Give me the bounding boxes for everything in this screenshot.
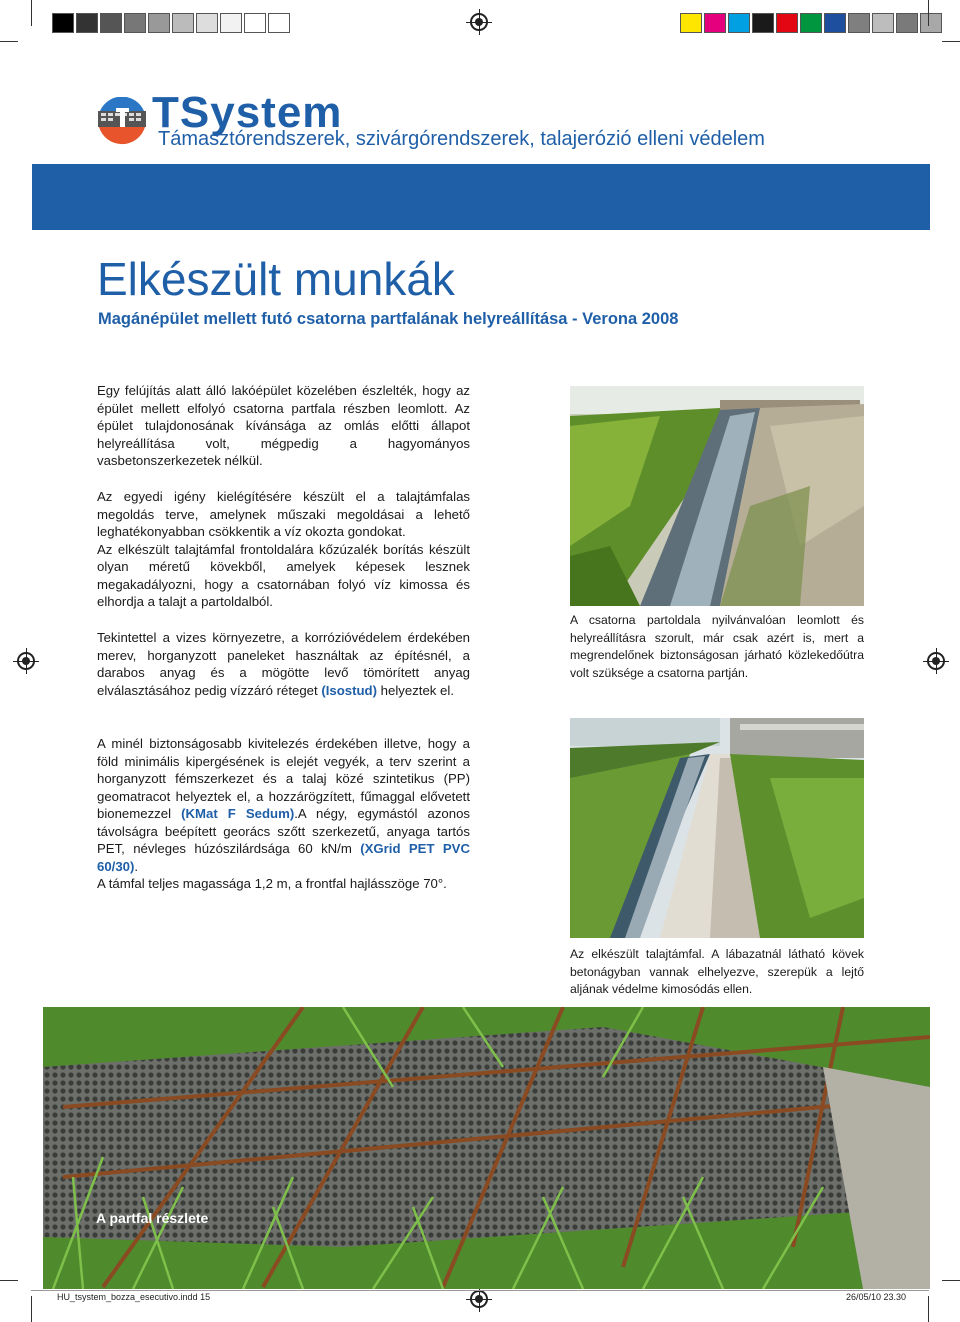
color-swatch: [776, 13, 798, 33]
paragraph-2: Az egyedi igény kielégítésére készült el a talajtámfalas megoldás terve, amelynek műszaki megoldásai a lehető leghatékonyabban csökkentik a víz okozta gondokat.: [97, 489, 470, 539]
color-swatch: [872, 13, 894, 33]
paragraph-6: A támfal teljes magassága 1,2 m, a frontfal hajlásszöge 70°.: [97, 876, 447, 891]
cmyk-color-bar: [680, 13, 944, 33]
gray-swatch: [76, 13, 98, 33]
crop-mark: [928, 0, 929, 26]
crop-mark: [0, 41, 18, 42]
paragraph-solution: [97, 488, 470, 611]
registration-mark-right: [927, 652, 945, 670]
registration-mark-bottom: [470, 1290, 488, 1308]
gray-swatch: [220, 13, 242, 33]
color-swatch: [680, 13, 702, 33]
page-subtitle: Magánépület mellett futó csatorna partfalának helyreállítása - Verona 2008: [98, 310, 679, 328]
paragraph-materials: [97, 629, 470, 699]
registration-mark-top: [470, 13, 488, 31]
paragraph-construction: [97, 735, 470, 893]
paragraph-5-mid: .A négy, egymástól azonos távolságra beépített georács szőtt szerkezetű, anyaga tartós PET, névleges húzószilárdsága 60 kN/m: [97, 806, 471, 856]
paragraph-intro: [97, 382, 470, 470]
brand-tagline: Támasztórendszerek, szivárgórendszerek, talajerózió elleni védelem: [158, 128, 765, 150]
caption-wall-detail: A partfal részlete: [96, 1210, 209, 1226]
paragraph-4-text: Tekintettel a vizes környezetre, a korrózióvédelem érdekében merev, horganyzott paneleket használtak az építésnél, a darabos anyag és a mögötte levő tömörített anyag elválasztásához pedig vízzáró réteget: [97, 630, 470, 698]
paragraph-1: Egy felújítás alatt álló lakóépület közelében észlelték, hogy az épület mellett elfolyó csatorna partfala részben leomlott. Az épület tulajdonosának kívánsága az omlás előtti állapot helyreállítása volt, mégpedig a hagyományos vasbetonszerkezetek nélkül.: [97, 383, 470, 468]
caption-damaged-canal: A csatorna partoldala nyilvánvalóan leomlott és helyreállításra szorult, már csak azért is, mert a megrendelőnek biztonságosan járható közlekedőútra volt szüksége a csatorna partján.: [570, 613, 864, 680]
photo-damaged-canal: [570, 386, 864, 606]
gray-swatch: [196, 13, 218, 33]
gray-swatch: [268, 13, 290, 33]
gray-swatch: [100, 13, 122, 33]
color-swatch: [752, 13, 774, 33]
tsystem-logo: [96, 97, 148, 152]
product-kmat: (KMat F Sedum): [181, 806, 295, 821]
color-swatch: [920, 13, 942, 33]
paragraph-4-end: helyeztek el.: [377, 682, 454, 698]
crop-mark: [31, 1296, 32, 1322]
gray-swatch: [52, 13, 74, 33]
photo-finished-wall: [570, 718, 864, 938]
crop-mark: [0, 1280, 18, 1281]
brand-name: TSystem: [152, 88, 343, 137]
gray-swatch: [244, 13, 266, 33]
crop-mark: [928, 1296, 929, 1322]
caption-finished-wall: Az elkészült talajtámfal. A lábazatnál látható kövek betonágyban vannak elhelyezve, szerepük a lejtő aljának védelme kimosódás ellen.: [570, 947, 864, 996]
gray-swatch: [124, 13, 146, 33]
paragraph-4: [97, 629, 470, 699]
paragraph-5: [97, 735, 470, 875]
paragraph-5-end: .: [134, 858, 139, 874]
page-title: Elkészült munkák: [97, 253, 455, 305]
registration-mark-left: [17, 652, 35, 670]
photo-wall-detail: [43, 1007, 930, 1289]
gray-swatch: [148, 13, 170, 33]
footer-filename: HU_tsystem_bozza_esecutivo.indd 15: [57, 1292, 211, 1302]
footer-divider: [31, 1290, 929, 1291]
color-swatch: [704, 13, 726, 33]
grayscale-color-bar: [52, 13, 292, 33]
gray-swatch: [172, 13, 194, 33]
product-isostud: (Isostud): [321, 682, 378, 698]
paragraph-5-text: A minél biztonságosabb kivitelezés érdekében illetve, hogy a föld minimális kipergésének is elejét vegyék, a terv szerint a horganyzott fémszerkezet és a talaj közé szintetikus (PP) geomatracot helyeztek el, a hozzárögzített, fűmaggal elővetett bionemezzel: [97, 736, 470, 821]
header-band: [32, 164, 930, 230]
footer-date: 26/05/10 23.30: [846, 1292, 907, 1302]
crop-mark: [31, 0, 32, 26]
crop-mark: [942, 41, 960, 42]
color-swatch: [896, 13, 918, 33]
color-swatch: [728, 13, 750, 33]
color-swatch: [800, 13, 822, 33]
color-swatch: [824, 13, 846, 33]
crop-mark: [942, 1280, 960, 1281]
color-swatch: [848, 13, 870, 33]
paragraph-3: Az elkészült talajtámfal frontoldalára kőzúzalék borítás készült olyan méretű kövekből, amelyek képesek lesznek megakadályozni, hogy a csatornában folyó víz kimossa és elhordja a talajt a partoldalból.: [97, 541, 470, 609]
product-xgrid: (XGrid PET PVC 60/30): [97, 841, 470, 874]
